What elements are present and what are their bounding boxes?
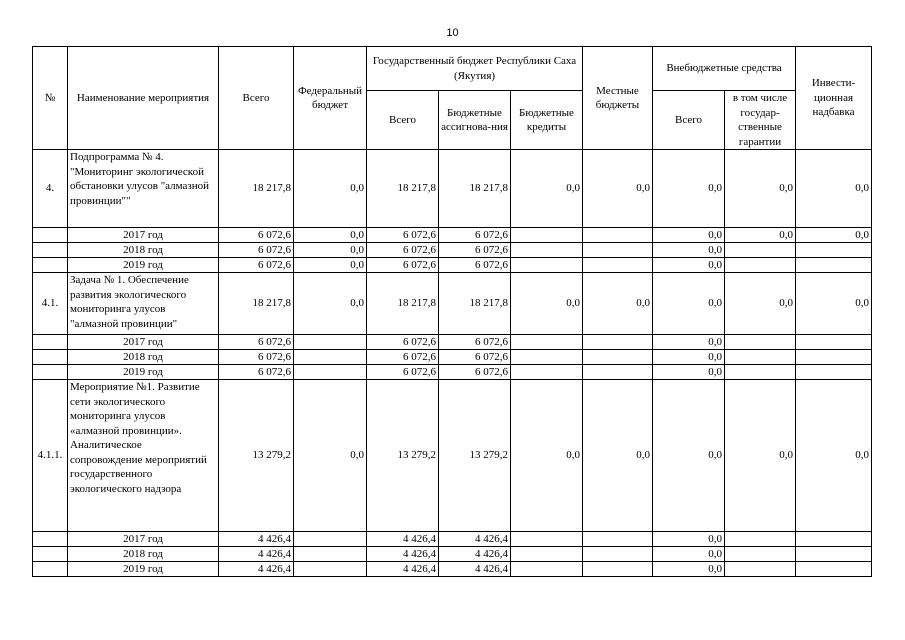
empty-index-cell [33, 243, 68, 258]
value-cell: 0,0 [294, 273, 367, 335]
value-cell: 0,0 [653, 350, 725, 365]
value-cell: 13 279,2 [367, 380, 439, 532]
value-cell: 18 217,8 [439, 150, 511, 228]
year-row [33, 335, 872, 350]
section-row [33, 380, 872, 532]
value-cell: 18 217,8 [439, 273, 511, 335]
value-cell [583, 365, 653, 380]
value-cell: 6 072,6 [367, 350, 439, 365]
value-cell [796, 243, 872, 258]
year-row [33, 243, 872, 258]
col-header-invest: Инвести-ционная надбавка [796, 47, 872, 150]
row-index: 4.1. [33, 273, 68, 335]
value-cell [583, 243, 653, 258]
value-cell: 6 072,6 [219, 228, 294, 243]
value-cell [725, 365, 796, 380]
budget-table [32, 46, 872, 577]
value-cell: 18 217,8 [219, 150, 294, 228]
value-cell: 4 426,4 [219, 562, 294, 577]
value-cell: 0,0 [796, 150, 872, 228]
row-name: Мероприятие №1. Развитие сети экологического мониторинга улусов «алмазной провинции». Аналитическое сопровождение мероприятий государственного экологического надзора [68, 380, 219, 532]
value-cell [725, 562, 796, 577]
value-cell [725, 258, 796, 273]
value-cell [583, 547, 653, 562]
value-cell: 4 426,4 [439, 562, 511, 577]
value-cell: 6 072,6 [367, 335, 439, 350]
empty-index-cell [33, 350, 68, 365]
value-cell: 0,0 [583, 150, 653, 228]
col-header-name: Наименование мероприятия [68, 47, 219, 150]
value-cell: 0,0 [653, 562, 725, 577]
value-cell: 6 072,6 [219, 365, 294, 380]
value-cell: 0,0 [653, 243, 725, 258]
value-cell: 0,0 [796, 380, 872, 532]
value-cell [725, 547, 796, 562]
value-cell [511, 562, 583, 577]
empty-index-cell [33, 335, 68, 350]
value-cell: 13 279,2 [439, 380, 511, 532]
value-cell [294, 562, 367, 577]
year-label: 2017 год [68, 335, 219, 350]
year-label: 2019 год [68, 562, 219, 577]
value-cell [583, 335, 653, 350]
year-row [33, 228, 872, 243]
value-cell: 18 217,8 [219, 273, 294, 335]
value-cell: 0,0 [725, 380, 796, 532]
value-cell [294, 335, 367, 350]
table-header [33, 47, 872, 150]
value-cell [583, 228, 653, 243]
value-cell: 4 426,4 [367, 562, 439, 577]
value-cell: 0,0 [725, 150, 796, 228]
year-label: 2017 год [68, 228, 219, 243]
value-cell: 0,0 [583, 273, 653, 335]
value-cell [583, 350, 653, 365]
value-cell: 6 072,6 [367, 243, 439, 258]
year-row [33, 365, 872, 380]
value-cell: 0,0 [653, 335, 725, 350]
value-cell: 0,0 [725, 228, 796, 243]
value-cell [511, 532, 583, 547]
value-cell [796, 365, 872, 380]
row-name: Подпрограмма № 4. "Мониторинг экологической обстановки улусов "алмазной провинции"" [68, 150, 219, 228]
value-cell [294, 547, 367, 562]
page-number: 10 [446, 27, 459, 39]
col-header-federal: Федеральный бюджет [294, 47, 367, 150]
value-cell [511, 258, 583, 273]
year-label: 2018 год [68, 243, 219, 258]
value-cell: 0,0 [796, 228, 872, 243]
value-cell [294, 350, 367, 365]
value-cell [511, 365, 583, 380]
value-cell: 0,0 [511, 380, 583, 532]
col-header-no: № [33, 47, 68, 150]
value-cell: 6 072,6 [439, 243, 511, 258]
col-header-state-budget: Государственный бюджет Республики Саха (Якутия) [367, 47, 583, 91]
empty-index-cell [33, 365, 68, 380]
value-cell: 6 072,6 [439, 335, 511, 350]
col-header-local: Местные бюджеты [583, 47, 653, 150]
value-cell: 6 072,6 [439, 228, 511, 243]
col-header-state-alloc: Бюджетные ассигнова-ния [439, 91, 511, 150]
value-cell: 0,0 [653, 150, 725, 228]
col-header-extra-total: Всего [653, 91, 725, 150]
value-cell [796, 350, 872, 365]
value-cell: 6 072,6 [439, 350, 511, 365]
value-cell: 0,0 [294, 258, 367, 273]
value-cell: 0,0 [294, 228, 367, 243]
value-cell: 0,0 [294, 150, 367, 228]
value-cell [511, 335, 583, 350]
value-cell: 4 426,4 [219, 547, 294, 562]
empty-index-cell [33, 562, 68, 577]
value-cell: 6 072,6 [219, 243, 294, 258]
row-index: 4. [33, 150, 68, 228]
row-index: 4.1.1. [33, 380, 68, 532]
value-cell: 6 072,6 [219, 258, 294, 273]
year-label: 2017 год [68, 532, 219, 547]
value-cell [725, 350, 796, 365]
value-cell: 4 426,4 [367, 532, 439, 547]
value-cell: 6 072,6 [219, 335, 294, 350]
value-cell: 6 072,6 [367, 228, 439, 243]
value-cell: 0,0 [653, 532, 725, 547]
empty-index-cell [33, 258, 68, 273]
value-cell: 0,0 [511, 273, 583, 335]
col-header-total: Всего [219, 47, 294, 150]
value-cell: 6 072,6 [439, 365, 511, 380]
value-cell [796, 547, 872, 562]
value-cell: 4 426,4 [439, 547, 511, 562]
value-cell: 0,0 [653, 365, 725, 380]
value-cell: 6 072,6 [367, 258, 439, 273]
empty-index-cell [33, 547, 68, 562]
value-cell [511, 547, 583, 562]
value-cell: 0,0 [653, 228, 725, 243]
year-row [33, 562, 872, 577]
value-cell: 13 279,2 [219, 380, 294, 532]
value-cell: 6 072,6 [439, 258, 511, 273]
year-label: 2018 год [68, 350, 219, 365]
value-cell [725, 243, 796, 258]
value-cell: 6 072,6 [219, 350, 294, 365]
value-cell: 0,0 [653, 547, 725, 562]
row-name: Задача № 1. Обеспечение развития экологического мониторинга улусов "алмазной провинции" [68, 273, 219, 335]
value-cell: 0,0 [294, 243, 367, 258]
year-row [33, 350, 872, 365]
year-label: 2018 год [68, 547, 219, 562]
empty-index-cell [33, 532, 68, 547]
year-label: 2019 год [68, 365, 219, 380]
year-row [33, 258, 872, 273]
value-cell: 0,0 [583, 380, 653, 532]
value-cell [511, 228, 583, 243]
empty-index-cell [33, 228, 68, 243]
value-cell [796, 258, 872, 273]
value-cell [511, 350, 583, 365]
value-cell [796, 335, 872, 350]
section-row [33, 150, 872, 228]
col-header-extra-guarantee: в том числе государ-ственные гарантии [725, 91, 796, 150]
year-label: 2019 год [68, 258, 219, 273]
year-row [33, 547, 872, 562]
value-cell: 18 217,8 [367, 150, 439, 228]
value-cell: 0,0 [796, 273, 872, 335]
value-cell: 4 426,4 [219, 532, 294, 547]
value-cell [725, 335, 796, 350]
value-cell: 0,0 [511, 150, 583, 228]
value-cell [583, 562, 653, 577]
value-cell: 4 426,4 [439, 532, 511, 547]
value-cell [796, 562, 872, 577]
value-cell [583, 532, 653, 547]
value-cell: 0,0 [294, 380, 367, 532]
table-body [33, 150, 872, 577]
section-row [33, 273, 872, 335]
value-cell: 6 072,6 [367, 365, 439, 380]
value-cell: 0,0 [653, 380, 725, 532]
col-header-state-total: Всего [367, 91, 439, 150]
col-header-state-credit: Бюджетные кредиты [511, 91, 583, 150]
value-cell: 18 217,8 [367, 273, 439, 335]
value-cell [294, 365, 367, 380]
value-cell: 0,0 [653, 273, 725, 335]
value-cell [511, 243, 583, 258]
value-cell [725, 532, 796, 547]
col-header-extrabudget: Внебюджетные средства [653, 47, 796, 91]
value-cell [583, 258, 653, 273]
value-cell [796, 532, 872, 547]
value-cell: 0,0 [653, 258, 725, 273]
value-cell: 0,0 [725, 273, 796, 335]
year-row [33, 532, 872, 547]
value-cell [294, 532, 367, 547]
value-cell: 4 426,4 [367, 547, 439, 562]
